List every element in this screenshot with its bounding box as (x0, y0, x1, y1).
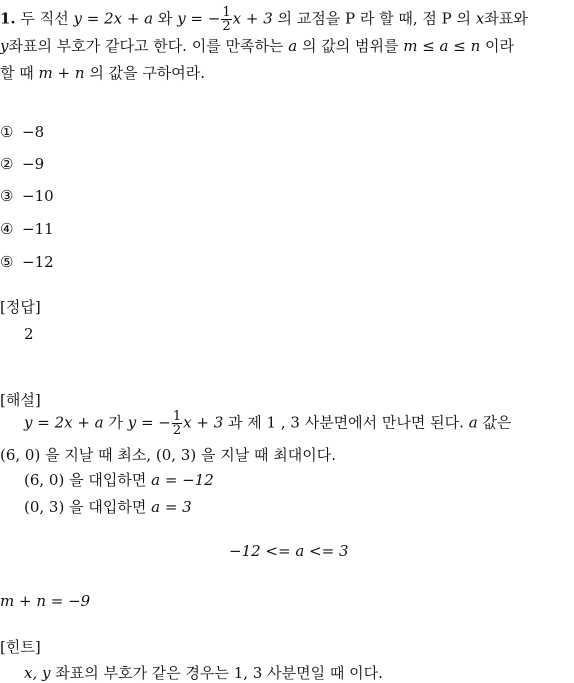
question-number: 1. (0, 9, 16, 28)
choice-number: ③ (0, 187, 14, 205)
hint-text: 좌표의 부호가 같은 경우는 1, 3 사분면일 때 이다. (55, 664, 383, 682)
solution-center-equation: −12 <= a <= 3 (229, 542, 349, 560)
fraction-denominator: 2 (172, 423, 182, 438)
math-variable: a (468, 413, 478, 432)
solution-text: (6, 0) 을 대입하면 (24, 471, 147, 489)
choice-item (0, 220, 54, 238)
hint-label: [힌트] (0, 638, 41, 656)
solution-text: (0, 3) 을 대입하면 (24, 498, 147, 516)
choice-value: −8 (22, 123, 45, 141)
math-expression: y = − (177, 9, 221, 28)
choice-value: −9 (22, 155, 45, 173)
math-variable: a (288, 37, 298, 55)
question-text: 의 값을 구하여라. (89, 64, 206, 82)
solution-line-2: (6, 0) 을 지날 때 최소, (0, 3) 을 지날 때 최대이다. (0, 446, 336, 464)
math-variable: y (0, 37, 9, 55)
math-expression: m + n (38, 64, 85, 82)
choice-item (0, 155, 44, 173)
solution-label: [해설] (0, 391, 41, 409)
math-expression: y = 2x + a (24, 413, 104, 432)
question-text: 좌표와 (484, 9, 528, 28)
choice-item (0, 123, 44, 141)
choice-value: −12 (22, 253, 54, 271)
solution-result: m + n = −9 (0, 592, 91, 610)
question-text: 의 값의 범위를 (301, 37, 399, 55)
choice-item (0, 187, 54, 205)
choice-value: −10 (22, 187, 54, 205)
answer-value: 2 (24, 325, 34, 343)
question-text: 좌표의 부호가 같다고 한다. 이를 만족하는 (8, 37, 284, 55)
choice-item (0, 253, 54, 271)
solution-text: 값은 (482, 413, 512, 432)
question-line-1 (0, 6, 528, 33)
math-expression: y = 2x + a (73, 9, 154, 28)
math-expression: m ≤ a ≤ n (403, 37, 481, 55)
solution-line-3 (24, 469, 214, 490)
math-expression: x + 3 (183, 413, 224, 432)
solution-text: 과 제 1 , 3 사분면에서 만나면 된다. (228, 413, 464, 432)
math-expression: a = 3 (151, 498, 192, 516)
answer-label: [정답] (0, 298, 41, 316)
solution-line-1 (24, 410, 511, 437)
math-expression: a = −12 (151, 471, 214, 489)
solution-text: 가 (108, 413, 123, 432)
fraction-numerator: 1 (222, 5, 231, 20)
question-line-3 (0, 62, 205, 83)
question-text: 이라 (485, 37, 515, 55)
fraction-numerator: 1 (172, 409, 182, 424)
choice-number: ② (0, 155, 14, 173)
question-text: 의 교점을 P 라 할 때, 점 P 의 (277, 9, 472, 28)
question-line-2 (0, 35, 514, 56)
math-expression: x, y (24, 664, 51, 682)
choice-number: ① (0, 123, 14, 141)
question-text: 와 (157, 9, 173, 28)
math-expression: y = − (127, 413, 171, 432)
question-text: 할 때 (0, 64, 34, 82)
math-variable: x (475, 9, 485, 28)
choice-number: ④ (0, 220, 14, 238)
fraction (172, 410, 182, 437)
math-expression: x + 3 (232, 9, 273, 28)
question-text: 두 직선 (20, 9, 69, 28)
choice-value: −11 (22, 220, 54, 238)
solution-line-4 (24, 496, 192, 517)
fraction-denominator: 2 (222, 19, 231, 34)
choice-number: ⑤ (0, 253, 14, 271)
fraction (221, 6, 231, 33)
